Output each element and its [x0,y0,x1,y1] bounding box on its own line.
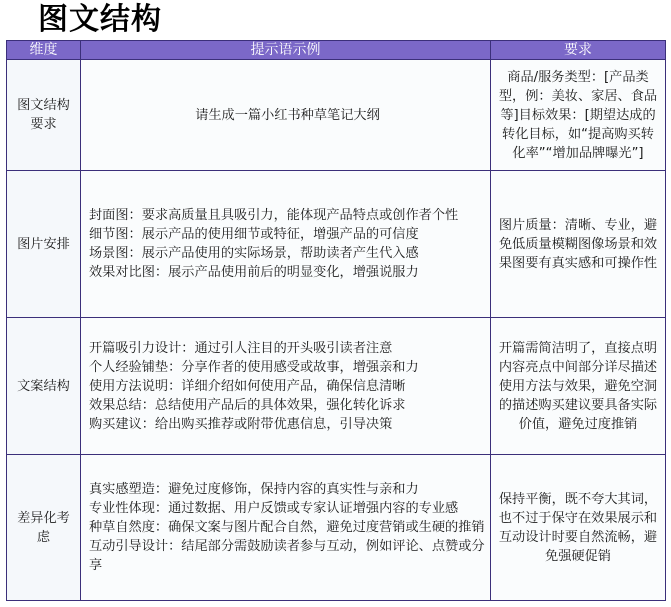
prompt-line: 请生成一篇小红书种草笔记大纲 [195,107,380,123]
dimension-cell: 差异化考虑 [7,455,81,601]
prompt-cell [81,60,491,171]
prompt-line: 细节图：展示产品的使用细节或特征，增强产品的可信度 [89,227,419,242]
prompt-line: 种草自然度：确保文案与图片配合自然，避免过度营销或生硬的推销 [89,520,485,535]
prompt-line: 效果对比图：展示产品使用前后的明显变化，增强说服力 [89,265,419,280]
prompt-line: 专业性体现：通过数据、用户反馈或专家认证增强内容的专业感 [89,501,459,516]
table-row [7,455,666,601]
prompt-cell [81,318,491,455]
requirement-cell: 商品/服务类型：[产品类型，例：美妆、家居、食品等]目标效果：[期望达成的转化目标，如“提高购买转化率”“增加品牌曝光”] [491,60,666,171]
prompt-cell [81,171,491,318]
prompt-line: 封面图：要求高质量且具吸引力，能体现产品特点或创作者个性 [89,208,459,223]
requirement-cell: 图片质量：清晰、专业，避免低质量模糊图像场景和效果图要有真实感和可操作性 [491,171,666,318]
header-requirement: 要求 [491,41,666,60]
prompt-line: 真实感塑造：避免过度修饰，保持内容的真实性与亲和力 [89,482,419,497]
prompt-line: 效果总结：总结使用产品后的具体效果，强化转化诉求 [89,397,406,413]
prompt-line: 场景图：展示产品使用的实际场景，帮助读者产生代入感 [89,246,419,261]
table-row [7,60,666,171]
prompt-line: 个人经验铺垫：分享作者的使用感受或故事，增强亲和力 [89,359,419,375]
prompt-line: 购买建议：给出购买推荐或附带优惠信息，引导决策 [89,416,393,432]
table-header-row [7,41,666,60]
header-prompt-example: 提示语示例 [81,41,491,60]
requirement-cell: 开篇需简洁明了，直接点明内容亮点中间部分详尽描述使用方法与效果，避免空洞的描述购买建议要具备实际价值，避免过度推销 [491,318,666,455]
page-title: 图文结构 [38,2,162,37]
requirement-cell: 保持平衡，既不夸大其词，也不过于保守在效果展示和互动设计时要自然流畅，避免强硬促销 [491,455,666,601]
prompt-line: 开篇吸引力设计：通过引人注目的开头吸引读者注意 [89,340,393,356]
prompt-line: 使用方法说明：详细介绍如何使用产品，确保信息清晰 [89,378,406,394]
table-row [7,318,666,455]
prompt-line: 互动引导设计：结尾部分需鼓励读者参与互动，例如评论、点赞或分享 [89,539,485,573]
header-dimension: 维度 [7,41,81,60]
dimension-cell: 图片安排 [7,171,81,318]
dimension-cell: 图文结构要求 [7,60,81,171]
prompt-cell [81,455,491,601]
table-row [7,171,666,318]
prompt-structure-table [6,40,666,601]
dimension-cell: 文案结构 [7,318,81,455]
